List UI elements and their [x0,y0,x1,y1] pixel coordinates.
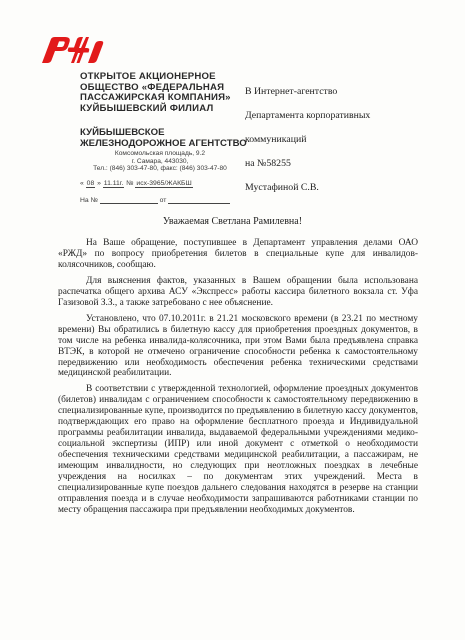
reference-line [80,196,230,204]
org-line: ОТКРЫТОЕ АКЦИОНЕРНОЕ [80,71,216,82]
ref-prefix: На № [80,197,98,204]
body-paragraph: Установлено, что 07.10.2011г. в 21.21 московского времени (в 23.21 по местному времени) Вы обратились в билетную кассу для приобретения проездных документов, в том числе на ребенка инвалида-колясочника, при этом Вами была предъявлена справка ВТЭК, в которой не отмечено ограничение способности ребенка к самостоятельному передвижению или необходимость обеспечения ребенка техническими средствами медицинской реабилитации. [58,313,418,379]
agency-name [80,127,247,149]
address-line: Тел.: (846) 303-47-80, факс: (846) 303-47-80 [93,165,227,173]
agency-line: КУЙБЫШЕВСКОЕ [80,127,165,138]
recipient-line: В Интернет-агентство [245,86,338,97]
address-line: Комсомольская площадь, 9.2 [114,150,206,157]
recipient-line: коммуникаций [245,134,307,145]
reg-number: исх-3965/ЖАКБШ [136,180,192,187]
rzd-logo-icon [38,36,104,64]
reg-number-label: № [126,180,134,187]
agency-line: ЖЕЛЕЗНОДОРОЖНОЕ АГЕНТСТВО [80,137,247,149]
reg-date-day: 08 [86,180,95,187]
org-line: КУЙБЫШЕВСКИЙ ФИЛИАЛ [80,102,214,114]
registration-line: « 08 » 11.11г. № исх-3965/ЖАКБШ [80,180,192,187]
body-paragraph: Для выяснения фактов, указанных в Вашем обращении была использована распечатка общего архива АСУ «Экспресс» работы кассира билетного вокзала ст. Уфа Газизовой З.З., а также затребовано с нее объяснение. [58,275,418,308]
recipient-line: Департамента корпоративных [245,110,371,121]
salutation: Уважаемая Светлана Рамилевна! [162,216,303,227]
address-line: г. Самара, 443030, [131,157,189,165]
body-paragraph: В соответствии с утвержденной технологией, оформление проездных документов (билетов) инвалидам с ограничением способности к самостоятельному передвижению в специализированные купе, производится по предъявлению в билетную кассу документов, подтверждающих его право на оформление бесплатного проезда и Индивидуальной программы реабилитации инвалида, выдаваемой федеральными учреждениями медико-социальной экспертизы (ИПР) или иной документ с отметкой о необходимости обеспечения техническими средствами медицинской реабилитации, а пассажирам, не имеющим инвалидности, но следующих при неотложных поездках в лечебные учреждения на носилках – по документам этих учреждений. Места в специализированные купе поездов дальнего следования находятся в резерве на станции отправления поезда и в случае необходимости запрашиваются работниками станции по месту обращения пассажира при предъявлении необходимых документов. [58,384,418,515]
reg-date-rest: 11.11г. [103,180,124,187]
organization-name [80,72,240,114]
letter-body [58,238,418,522]
ref-from: от [159,197,167,204]
recipient-block [245,80,445,200]
org-line: ПАССАЖИРСКАЯ КОМПАНИЯ» [80,92,231,104]
ref-date-blank [168,196,230,204]
body-paragraph: На Ваше обращение, поступившее в Департамент управления делами ОАО «РЖД» по вопросу приобретения билетов в специальные купе для инвалидов-колясочников, сообщаю. [58,238,418,270]
address-block [80,150,240,173]
ref-number-blank [100,196,158,204]
recipient-line: на №58255 [245,158,291,169]
recipient-line: Мустафиной С.В. [245,182,319,193]
org-line: ОБЩЕСТВО «ФЕДЕРАЛЬНАЯ [80,81,225,93]
